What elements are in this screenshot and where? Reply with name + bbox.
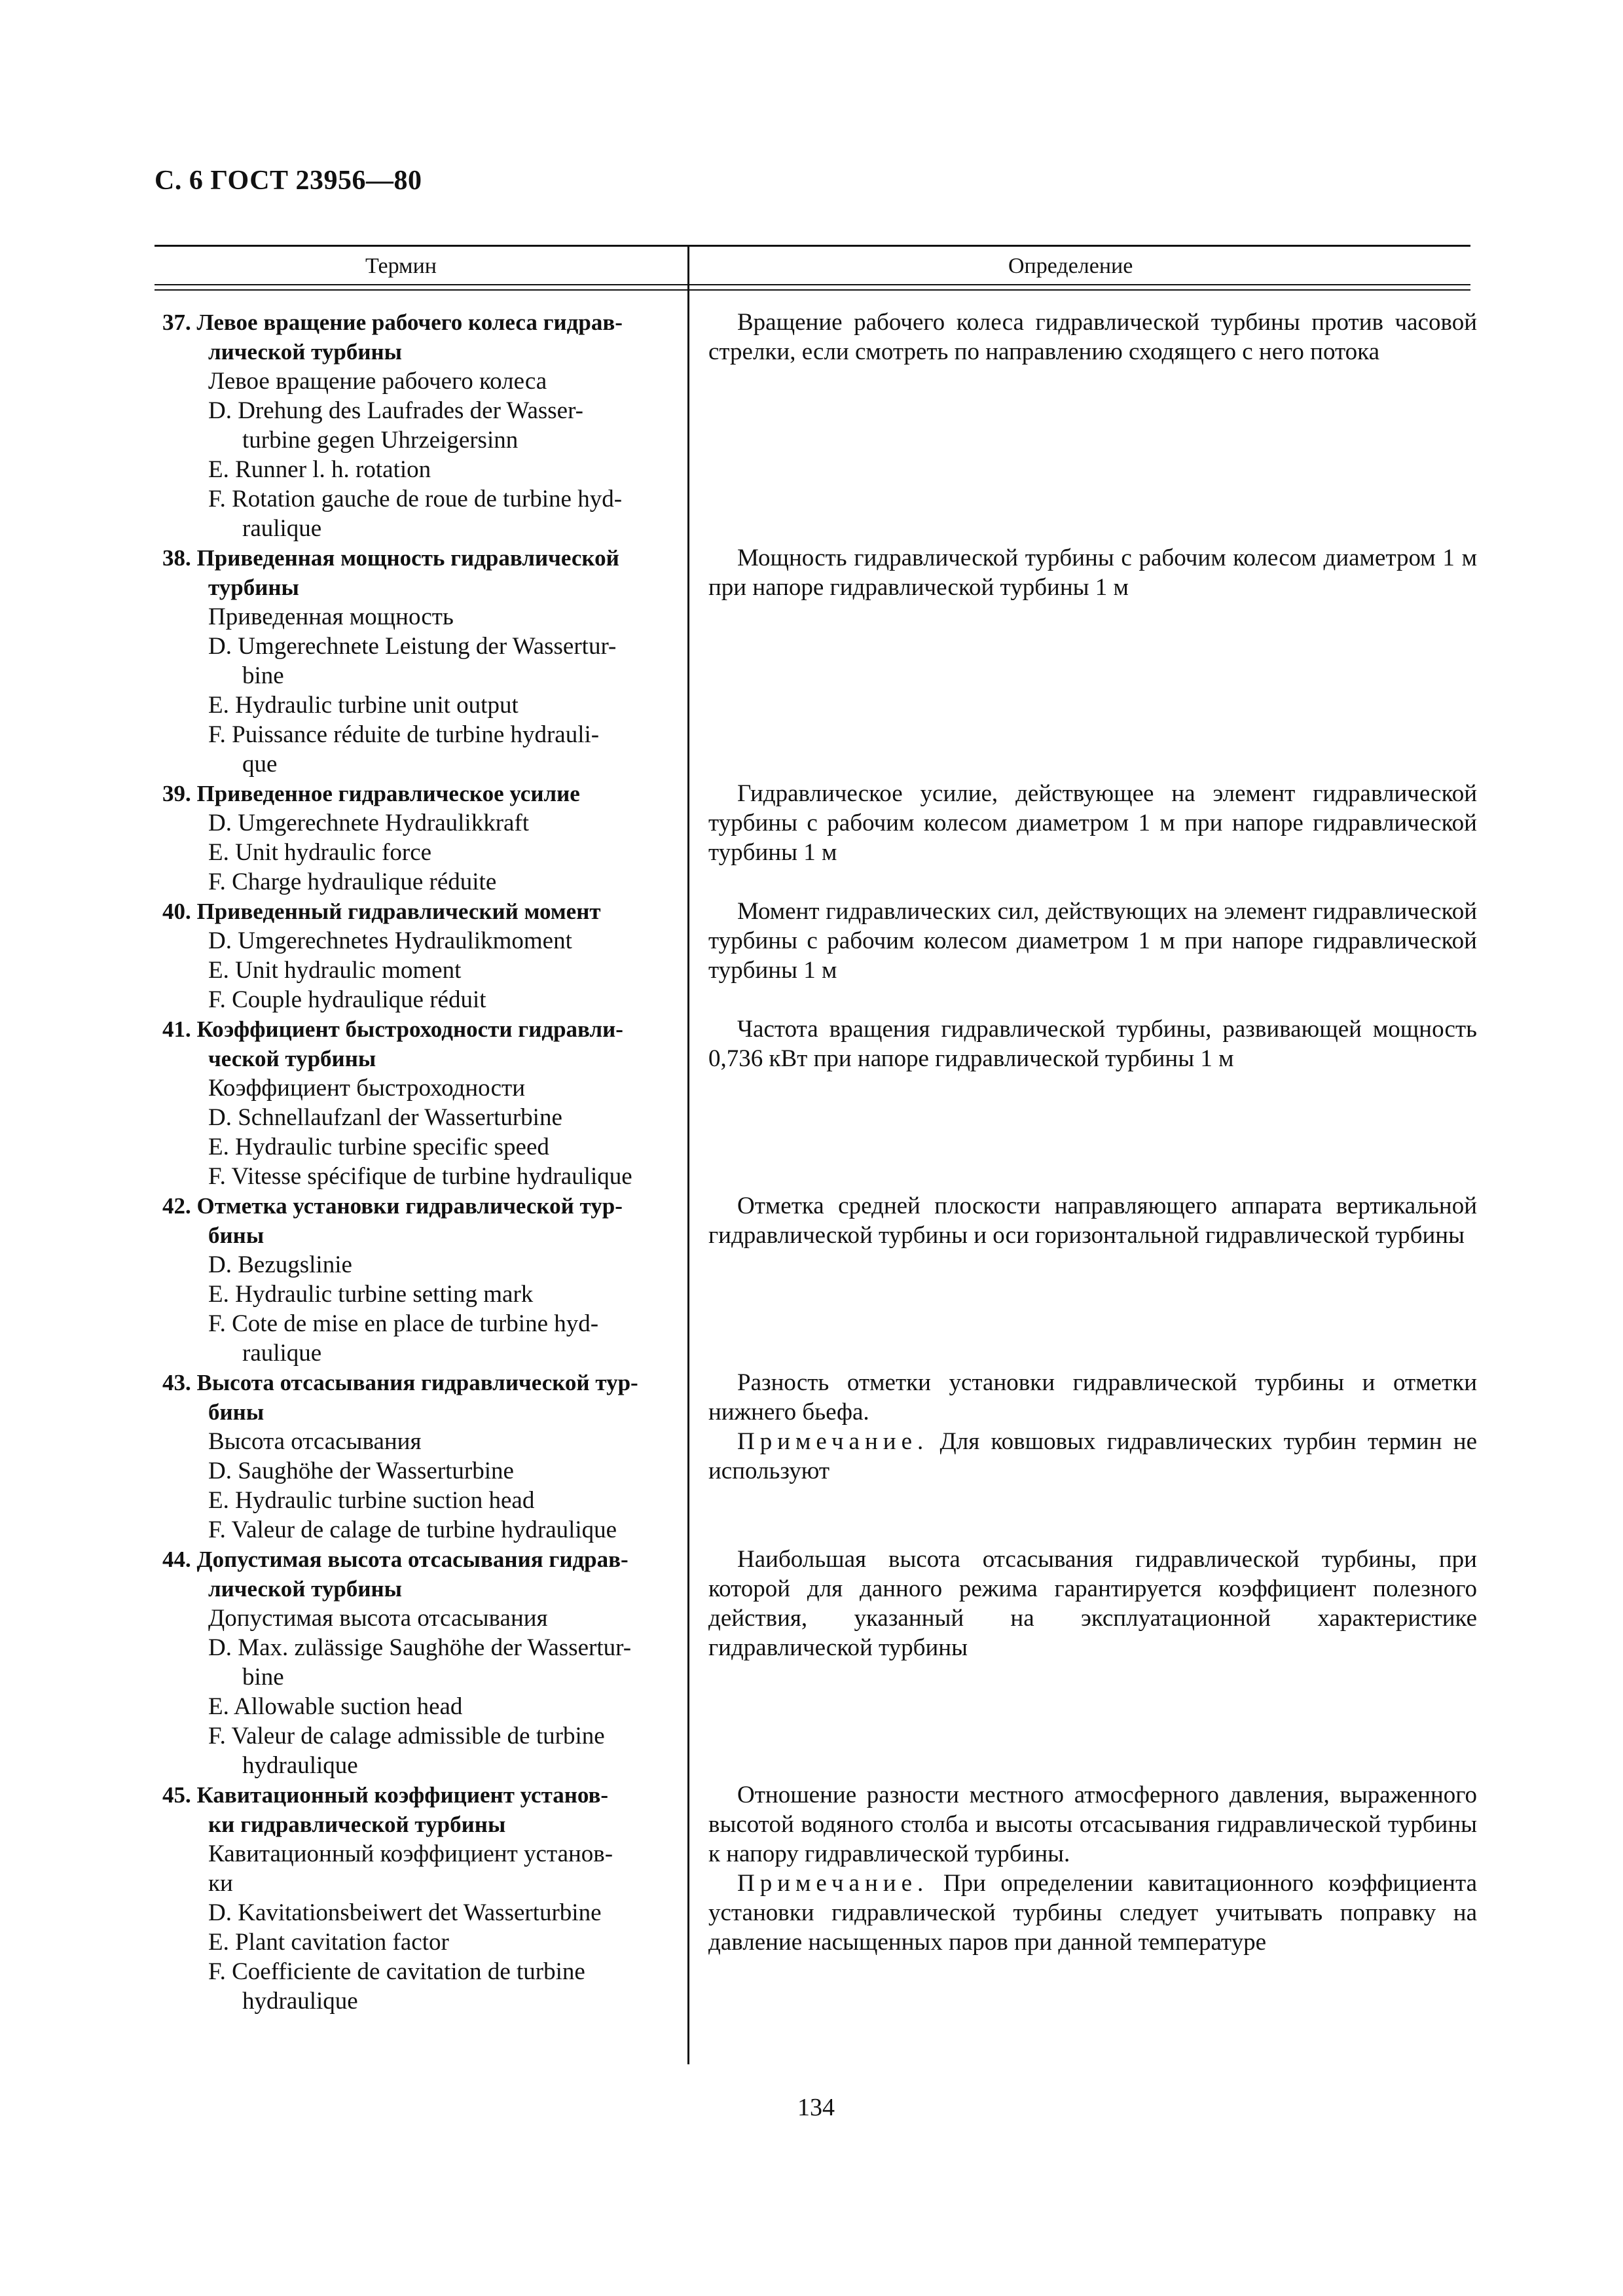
term-entry [162,1368,680,1545]
term-synonym: E. Runner l. h. rotation [208,456,431,483]
term-synonym: D. Schnellaufzanl der Wasserturbine [208,1104,562,1131]
term-entry [162,897,680,1014]
term-synonym: hydraulique [242,1988,358,2015]
term-synonym: D. Kavitationsbeiwert det Wasserturbine [208,1899,602,1926]
term-synonym: F. Valeur de calage admissible de turbine [208,1723,605,1749]
term-synonym: bine [242,1664,284,1691]
note-label: Примечание. [737,1428,929,1455]
term-synonym: E. Unit hydraulic moment [208,957,462,984]
term-synonym: F. Rotation gauche de roue de turbine hyd- [208,486,623,512]
term-synonym: E. Unit hydraulic force [208,839,432,866]
term-synonym: E. Hydraulic turbine suction head [208,1487,535,1514]
term-synonym: D. Umgerechnetes Hydraulikmoment [208,927,572,954]
term-title: 44. Допустимая высота отсасывания гидрав- [162,1547,629,1572]
definition-text: Мощность гидравлической турбины с рабочим колесом диаметром 1 м при напоре гидравлической турбины 1 м [708,545,1477,601]
definition-entry [708,897,1477,985]
term-title: 40. Приведенный гидравлический момент [162,899,601,924]
definition-text: Гидравлическое усилие, действующее на элемент гидравлической турбины с рабочим колесом диаметром 1 м при напоре гидравлической турбины 1 м [708,780,1477,866]
definition-note [708,1869,1477,1957]
term-entry [162,1191,680,1368]
term-entry [162,1014,680,1191]
term-synonym: E. Plant cavitation factor [208,1929,449,1956]
table-head-rule [155,284,1470,285]
term-title: 37. Левое вращение рабочего колеса гидрав- [162,310,623,335]
term-title: 43. Высота отсасывания гидравлической тур- [162,1370,638,1395]
term-synonym: F. Cote de mise en place de turbine hyd- [208,1310,599,1337]
term-synonym: ки [208,1870,233,1897]
table-head-rule-2 [155,289,1470,291]
definition-text: Отношение разности местного атмосферного давления, выраженного высотой водяного столба и высоты отсасывания гидравлической турбины к напору гидравлической турбины. [708,1782,1477,1867]
term-synonym: F. Couple hydraulique réduit [208,986,486,1013]
definition-entry [708,779,1477,867]
term-synonym: raulique [242,515,322,542]
term-entry [162,543,680,779]
term-synonym: Высота отсасывания [208,1428,422,1455]
term-synonym: F. Puissance réduite de turbine hydrauli- [208,721,600,748]
column-divider [687,245,689,2064]
definition-text: Отметка средней плоскости направляющего аппарата вертикальной гидравлической турбины и оси горизонтальной гидравлической турбины [708,1193,1477,1249]
definition-entry [708,1014,1477,1073]
term-synonym: turbine gegen Uhrzeigersinn [242,427,519,454]
definition-entry [708,1191,1477,1250]
column-header-definition: Определение [1008,254,1133,278]
term-synonym: Допустимая высота отсасывания [208,1605,548,1632]
term-title: 42. Отметка установки гидравлической тур- [162,1193,623,1219]
term-synonym: D. Umgerechnete Hydraulikkraft [208,810,530,836]
term-title: лической турбины [208,1576,403,1602]
term-title: бины [208,1399,264,1425]
page-header: С. 6 ГОСТ 23956—80 [155,166,422,196]
term-synonym: F. Valeur de calage de turbine hydraulique [208,1516,617,1543]
term-synonym: D. Drehung des Laufrades der Wasser- [208,397,583,424]
term-entry [162,1780,680,2016]
column-header-term: Термин [365,254,437,278]
definition-entry [708,1780,1477,1957]
definition-note [708,1427,1477,1486]
term-synonym: E. Allowable suction head [208,1693,463,1720]
term-synonym: D. Bezugslinie [208,1251,352,1278]
term-title: 41. Коэффициент быстроходности гидравли- [162,1016,623,1042]
term-synonym: Коэффициент быстроходности [208,1075,525,1102]
definition-entry [708,1368,1477,1486]
note-label: Примечание. [737,1870,929,1897]
term-synonym: Кавитационный коэффициент установ- [208,1840,613,1867]
definition-text: Частота вращения гидравлической турбины, развивающей мощность 0,736 кВт при напоре гидравлической турбины 1 м [708,1016,1477,1072]
term-synonym: F. Charge hydraulique réduite [208,869,497,895]
definition-text: Наибольшая высота отсасывания гидравлической турбины, при которой для данного режима гарантируется коэффициент полезного действия, указанный на эксплуатационной характеристике гидравлической турбины [708,1546,1477,1661]
term-title: 39. Приведенное гидравлическое усилие [162,781,580,806]
note-text: Для ковшовых гидравлических турбин термин не используют [708,1428,1477,1484]
table-top-rule [155,245,1470,247]
term-synonym: E. Hydraulic turbine setting mark [208,1281,534,1308]
definition-text: Вращение рабочего колеса гидравлической турбины против часовой стрелки, если смотреть по направлению сходящего с него потока [708,309,1477,365]
term-title: ческой турбины [208,1046,376,1071]
term-entry [162,779,680,897]
definition-entry [708,308,1477,367]
page-number: 134 [797,2094,835,2121]
term-title: 45. Кавитационный коэффициент установ- [162,1782,609,1808]
term-synonym: E. Hydraulic turbine unit output [208,692,519,719]
term-title: турбины [208,575,299,600]
term-title: лической турбины [208,339,403,365]
term-synonym: D. Max. zulässige Saughöhe der Wassertur- [208,1634,632,1661]
term-synonym: Приведенная мощность [208,603,454,630]
definition-entry [708,1545,1477,1662]
term-entry [162,308,680,543]
term-entry [162,1545,680,1780]
term-synonym: E. Hydraulic turbine specific speed [208,1134,549,1160]
term-synonym: D. Saughöhe der Wasserturbine [208,1458,514,1484]
term-synonym: bine [242,662,284,689]
term-synonym: raulique [242,1340,322,1367]
term-synonym: hydraulique [242,1752,358,1779]
term-title: 38. Приведенная мощность гидравлической [162,545,619,571]
note-text: При определении кавитационного коэффициента установки гидравлической турбины следует учитывать поправку на давление насыщенных паров при данной температуре [708,1870,1478,1956]
definition-text: Момент гидравлических сил, действующих на элемент гидравлической турбины с рабочим колесом диаметром 1 м при напоре гидравлической турбины 1 м [708,898,1477,984]
term-synonym: que [242,751,278,778]
term-synonym: Левое вращение рабочего колеса [208,368,547,395]
term-title: бины [208,1223,264,1248]
term-synonym: D. Umgerechnete Leistung der Wassertur- [208,633,617,660]
term-title: ки гидравлической турбины [208,1812,506,1837]
definition-entry [708,543,1477,602]
term-synonym: F. Coefficiente de cavitation de turbine [208,1958,585,1985]
definition-text: Разность отметки установки гидравлической турбины и отметки нижнего бьефа. [708,1369,1477,1426]
term-synonym: F. Vitesse spécifique de turbine hydraulique [208,1163,632,1190]
